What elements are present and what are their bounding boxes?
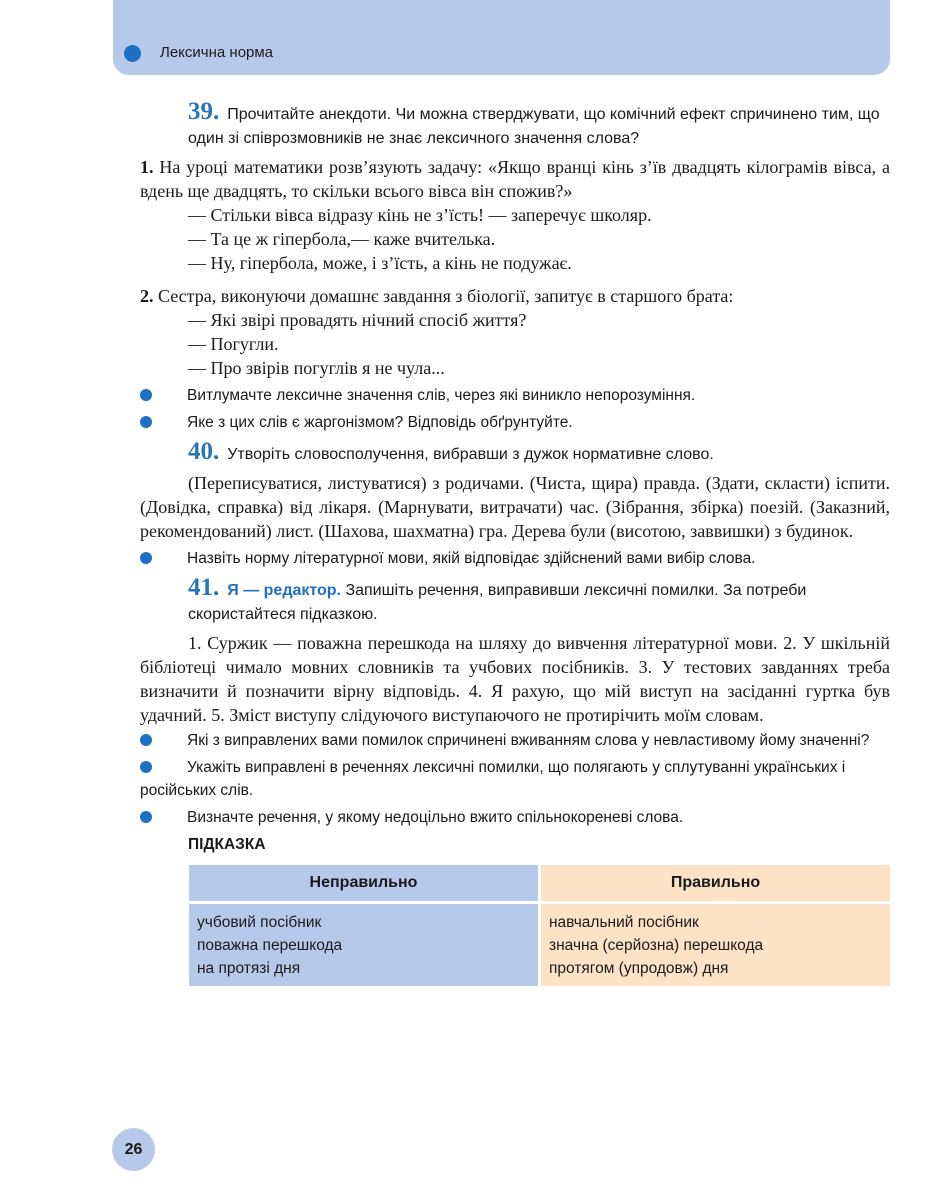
- right-column-cell: [541, 904, 890, 986]
- section-title: Лексична норма: [160, 44, 274, 61]
- right-item: значна (серйозна) перешкода: [549, 937, 764, 954]
- exercise-title: Я — редактор.: [227, 582, 341, 599]
- exercise-number: 39.: [188, 98, 220, 125]
- dialogue-line: — Про звірів погуглів я не чула...: [188, 358, 445, 378]
- exercise-task: Утворіть словосполучення, вибравши з дужок нормативне слово.: [227, 446, 714, 463]
- dialogue-line: — Та це ж гіпербола,— каже вчителька.: [188, 229, 496, 249]
- task-bullet: Назвіть норму літературної мови, якій відповідає здійснений вами вибір слова.: [140, 547, 890, 570]
- header-bullet-dot: [124, 45, 141, 62]
- joke-text: На уроці математики розв’язують задачу: «Якщо вранці кінь з’їв двадцять кілограмів вівса, а вдень ще двадцять, то скільки всього вівса він спожив?»: [140, 157, 891, 201]
- hint-label: ПІДКАЗКА: [188, 836, 266, 853]
- header-band: [113, 0, 890, 75]
- exercise-number: 41.: [188, 574, 220, 601]
- dialogue-line: — Які звірі провадять нічний спосіб життя?: [188, 310, 527, 330]
- wrong-item: учбовий посібник: [197, 914, 322, 931]
- exercise-40-heading: [188, 440, 890, 467]
- exercise-41-text: 1. Суржик — поважна перешкода на шляху до вивчення літературної мови. 2. У шкільній бібліотеці чимало мовних словників та учбових посібників. 3. У тестових завданнях треба визначити й позначити вірну відповідь. 4. Я рахую, що мій виступ на засіданні гуртка був удачний. 5. Зміст виступу слідуючого виступаючого не протирічить моїм словам.: [140, 633, 890, 725]
- column-header-right: Правильно: [541, 865, 890, 904]
- right-item: навчальний посібник: [549, 914, 699, 931]
- task-bullet: Яке з цих слів є жаргонізмом? Відповідь обґрунтуйте.: [140, 411, 890, 434]
- joke-number: 2.: [140, 286, 154, 306]
- page-number: 26: [112, 1128, 155, 1171]
- joke-2: [140, 284, 890, 308]
- wrong-item: на протязі дня: [197, 960, 301, 977]
- wrong-column-cell: [189, 904, 538, 986]
- task-bullet: Укажіть виправлені в реченнях лексичні помилки, що полягають у сплутуванні українських і російських слів.: [140, 756, 890, 802]
- dialogue-line: — Погугли.: [188, 334, 279, 354]
- exercise-number: 40.: [188, 438, 220, 465]
- exercise-39-heading: [188, 100, 890, 151]
- page-content: [140, 100, 890, 986]
- exercise-task: Запишіть речення, виправивши лексичні помилки. За потреби скористайтеся підказкою.: [188, 582, 807, 623]
- task-bullet: Визначте речення, у якому недоцільно вжито спільнокореневі слова.: [140, 806, 890, 829]
- wrong-item: поважна перешкода: [197, 937, 343, 954]
- exercise-task: Прочитайте анекдоти. Чи можна стверджувати, що комічний ефект спричинено тим, що один зі співрозмовників не знає лексичного значення слова?: [188, 106, 880, 147]
- right-item: протягом (упродовж) дня: [549, 960, 729, 977]
- task-bullet: Які з виправлених вами помилок спричинені вживанням слова у невластивому йому значенні?: [140, 729, 890, 752]
- task-bullet: Витлумачте лексичне значення слів, через які виникло непорозуміння.: [140, 384, 890, 407]
- dialogue-line: — Стільки вівса відразу кінь не з’їсть! — заперечує школяр.: [188, 205, 652, 225]
- joke-number: 1.: [140, 157, 154, 177]
- joke-text: Сестра, виконуючи домашнє завдання з біології, запитує в старшого брата:: [158, 286, 734, 306]
- exercise-40-text: (Переписуватися, листуватися) з родичами. (Чиста, щира) правда. (Здати, скласти) іспити. (Довідка, справка) від лікаря. (Марнувати, витрачати) час. (Зібрання, збірка) поезій. (Заказний, рекомендований) лист. (Шахова, шахматна) гра. Дерева були (висотою, заввишки) з будинок.: [140, 473, 890, 541]
- table-row: [189, 904, 890, 986]
- hint-table: [186, 865, 893, 986]
- column-header-wrong: Неправильно: [189, 865, 538, 904]
- dialogue-line: — Ну, гіпербола, може, і з’їсть, а кінь не подужає.: [188, 253, 572, 273]
- exercise-41-heading: [188, 576, 890, 627]
- joke-1: [140, 155, 890, 203]
